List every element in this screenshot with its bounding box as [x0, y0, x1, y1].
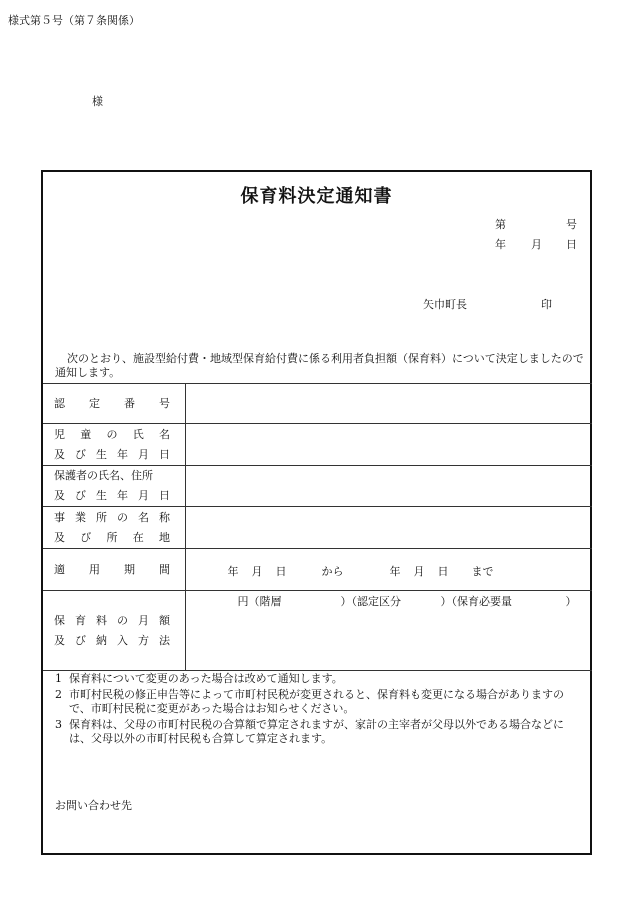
- label-char: 年: [117, 447, 128, 461]
- row-facility: [43, 507, 592, 549]
- label-char: 称: [159, 510, 170, 524]
- label-char: の: [106, 427, 118, 441]
- label-char: 生: [96, 447, 107, 461]
- value-facility[interactable]: [185, 507, 592, 549]
- label-char: 名: [138, 510, 149, 524]
- period-kara: から: [321, 565, 344, 578]
- label-line: [54, 486, 170, 506]
- label-char: 地: [159, 530, 170, 544]
- label-line: [54, 508, 170, 528]
- value-guardian[interactable]: [185, 466, 592, 507]
- label-line: [54, 611, 170, 631]
- label-char: 方: [138, 633, 149, 647]
- label-line: [54, 425, 170, 445]
- period-to-year: 年: [389, 565, 401, 578]
- label-fee: [43, 591, 185, 671]
- label-char: び: [75, 633, 86, 647]
- issuer-name: 矢巾町長: [423, 298, 467, 311]
- contact-label: お問い合わせ先: [55, 799, 132, 812]
- row-cert-number: [43, 384, 592, 424]
- label-char: 童: [80, 427, 92, 441]
- label-char: 入: [117, 633, 128, 647]
- label-char: 所: [106, 530, 118, 544]
- period-from-day: 日: [275, 565, 287, 578]
- row-period: [43, 549, 592, 591]
- label-guardian: [43, 466, 185, 507]
- label-line: [54, 631, 170, 651]
- label-char: 所: [96, 510, 107, 524]
- value-cert-number[interactable]: [185, 384, 592, 424]
- label-char: 納: [96, 633, 107, 647]
- date-month: 月: [531, 238, 542, 251]
- label-period: [43, 549, 185, 591]
- label-char: 用: [89, 562, 100, 576]
- label-char: 及: [54, 447, 65, 461]
- label-char: 及: [54, 530, 65, 544]
- label-char: 児: [54, 427, 65, 441]
- label-char: 月: [138, 613, 149, 627]
- label-cert-number: [43, 384, 185, 424]
- fee-yen-level: 円（階層: [237, 595, 282, 608]
- row-fee: [43, 591, 592, 671]
- document-title: 保育料決定通知書: [240, 186, 393, 207]
- label-char: 法: [159, 633, 170, 647]
- notice-frame: [41, 170, 592, 855]
- note-text: 保育料について変更のあった場合は改めて通知します。: [69, 672, 343, 685]
- date-day: 日: [566, 238, 577, 251]
- label-char: 在: [132, 530, 144, 544]
- fee-care-need: ）（保育必要量: [440, 595, 512, 608]
- note-text: 市町村民税の修正申告等によって市町村民税が変更されると、保育料も変更になる場合がありますので、市町村民税に変更があった場合はお知らせください。: [69, 688, 564, 715]
- label-child: [43, 424, 185, 466]
- note-item: [55, 672, 585, 686]
- info-table: [43, 383, 592, 671]
- label-char: 期: [124, 562, 135, 576]
- row-guardian: [43, 466, 592, 507]
- label-char: 定: [89, 396, 100, 410]
- label-char: 事: [54, 510, 65, 524]
- label-char: 日: [159, 447, 170, 461]
- period-from-year: 年: [227, 565, 239, 578]
- label-facility: [43, 507, 185, 549]
- number-prefix: 第: [495, 218, 506, 231]
- notice-text: 次のとおり、施設型給付費・地域型保育給付費に係る利用者負担額（保育料）について決定しましたので通知します。: [55, 352, 584, 379]
- notes: [55, 672, 585, 748]
- label-line: [54, 528, 170, 548]
- label-char: 額: [159, 613, 170, 627]
- number-suffix: 号: [566, 218, 577, 231]
- label-char: 保: [54, 613, 65, 627]
- note-number: 1: [55, 672, 62, 685]
- label-char: 業: [75, 510, 86, 524]
- label-char: 適: [54, 562, 65, 576]
- period-made: まで: [471, 565, 494, 578]
- label-char: 名: [159, 427, 170, 441]
- fee-close: ）: [565, 595, 577, 608]
- label-line: [54, 445, 170, 465]
- label-char: の: [117, 510, 128, 524]
- label-char: 氏: [132, 427, 144, 441]
- label-line: 保護者の氏名、住所: [54, 469, 153, 482]
- note-number: 2: [55, 688, 62, 701]
- label-char: 年: [117, 489, 128, 502]
- label-char: 及: [54, 489, 65, 502]
- note-item: [55, 718, 585, 746]
- label-line: [54, 560, 170, 580]
- label-char: の: [117, 613, 128, 627]
- label-char: び: [75, 447, 86, 461]
- value-period[interactable]: [185, 549, 592, 591]
- value-fee[interactable]: [185, 591, 592, 671]
- label-char: 及: [54, 633, 65, 647]
- note-text: 保育料は、父母の市町村民税の合算額で算定されますが、家計の主宰者が父母以外である場合などには、父母以外の市町村民税も合算して算定されます。: [69, 718, 564, 745]
- note-item: [55, 688, 585, 716]
- note-number: 3: [55, 718, 62, 731]
- label-line: [54, 394, 170, 414]
- period-to-day: 日: [437, 565, 449, 578]
- addressee-suffix: 様: [92, 95, 103, 108]
- value-child[interactable]: [185, 424, 592, 466]
- label-char: び: [75, 489, 86, 502]
- period-to-month: 月: [413, 565, 425, 578]
- label-char: 月: [138, 489, 149, 502]
- label-char: 号: [159, 396, 170, 410]
- row-child: [43, 424, 592, 466]
- label-char: 番: [124, 396, 135, 410]
- label-char: 料: [96, 613, 107, 627]
- label-char: 間: [159, 562, 170, 576]
- label-char: び: [80, 530, 92, 544]
- label-char: 認: [54, 396, 65, 410]
- period-from-month: 月: [251, 565, 263, 578]
- fee-cert-class: ）（認定区分: [340, 595, 401, 608]
- label-char: 育: [75, 613, 86, 627]
- issuer-seal: 印: [541, 298, 552, 311]
- label-char: 日: [159, 489, 170, 502]
- label-char: 月: [138, 447, 149, 461]
- date-year: 年: [495, 238, 506, 251]
- form-number: 様式第５号（第７条関係）: [8, 14, 140, 27]
- label-char: 生: [96, 489, 107, 502]
